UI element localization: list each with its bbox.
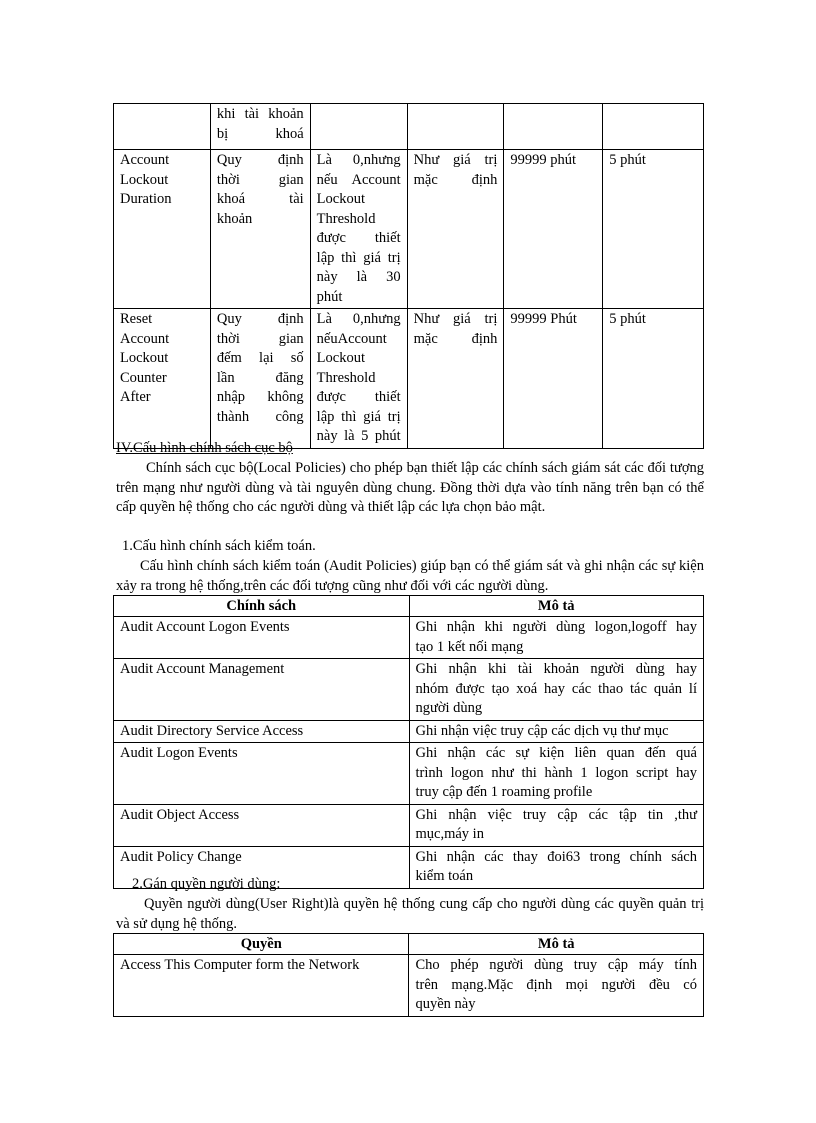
default-value-cell-line: Lockout	[316, 191, 365, 207]
setting-description-cell-line: Quy định	[216, 152, 304, 168]
default-value-cell-line: này là 5 phút	[316, 428, 401, 444]
setting-name-cell	[114, 150, 211, 309]
setting-description-cell-line: bị khoá	[216, 125, 304, 142]
lockout-policy-table	[113, 103, 704, 449]
policy-name-cell: Audit Account Logon Events	[114, 617, 410, 659]
table-row	[114, 720, 704, 743]
table-row	[114, 743, 704, 805]
policy-description-cell-line: người dùng	[415, 700, 483, 716]
setting-description-cell-line: khi tài khoản	[216, 106, 304, 122]
subheading-user-rights: 2.Gán quyền người dùng:	[132, 876, 281, 892]
dc-default-cell-line: Như giá trị	[413, 311, 498, 327]
policy-description-cell-line: Ghi nhận các sự kiện liên quan đến quá	[415, 745, 697, 761]
policy-name-cell: Audit Policy Change	[114, 846, 410, 888]
table-row	[114, 150, 704, 309]
table-row	[114, 804, 704, 846]
dc-default-cell	[407, 150, 504, 309]
policy-description-cell	[409, 804, 704, 846]
default-value-cell-line: lập thì giá trị	[316, 408, 401, 425]
default-value-cell-line: Lockout	[316, 350, 365, 366]
dc-default-cell-line: mặc định	[413, 330, 498, 347]
column-header-policy: Chính sách	[114, 596, 410, 617]
column-header-description: Mô tả	[409, 596, 704, 617]
default-value-cell-line: được thiết	[316, 230, 401, 246]
right-name-cell: Access This Computer form the Network	[114, 955, 409, 1017]
user-rights-table	[113, 933, 704, 1017]
setting-name-cell	[114, 309, 211, 449]
table-header-row	[114, 934, 704, 955]
recommended-value-cell	[603, 309, 704, 449]
setting-description-cell-line: thời gian	[216, 171, 304, 188]
dc-default-cell-line: mặc định	[413, 171, 498, 188]
policy-description-cell	[409, 720, 704, 743]
default-value-cell-line: phút	[316, 288, 343, 305]
setting-name-cell-line: Counter	[120, 369, 167, 386]
max-value-cell	[504, 309, 603, 449]
default-value-cell	[310, 309, 407, 449]
policy-name-cell: Audit Logon Events	[114, 743, 410, 805]
default-value-cell	[310, 104, 407, 150]
setting-description-cell	[210, 309, 310, 449]
table-row	[114, 309, 704, 449]
policy-description-cell-line: Ghi nhận khi tài khoản người dùng hay	[415, 661, 697, 677]
column-header-right: Quyền	[114, 934, 409, 955]
policy-name-cell: Audit Account Management	[114, 659, 410, 721]
policy-description-cell-line: Ghi nhận các thay đoi63 trong chính sách	[415, 848, 697, 865]
default-value-cell-line: lập thì giá trị	[316, 249, 401, 266]
policy-description-cell-line: Ghi nhận khi người dùng logon,logoff hay	[415, 619, 697, 635]
setting-description-cell	[210, 104, 310, 150]
policy-description-cell-line: trình logon như thi hành 1 logon script hay	[415, 764, 697, 781]
dc-default-cell	[407, 104, 504, 150]
default-value-cell-line: này là 30	[316, 269, 401, 285]
setting-name-cell-line: Account	[120, 152, 170, 168]
setting-name-cell-line: Duration	[120, 191, 172, 207]
table-row	[114, 617, 704, 659]
max-value-cell	[504, 150, 603, 309]
table-row	[114, 955, 704, 1017]
setting-description-cell-line: khoản	[216, 210, 253, 227]
right-description-cell-line: quyền này	[415, 996, 476, 1012]
max-value-cell	[504, 104, 603, 150]
audit-table-body	[114, 617, 704, 889]
setting-description-cell-line: thời gian	[216, 330, 304, 347]
policy-description-cell-line: truy cập đến 1 roaming profile	[415, 784, 593, 800]
policy-description-cell	[409, 659, 704, 721]
policy-description-cell-line: Ghi nhận việc truy cập các dịch vụ thư mục	[415, 722, 669, 739]
setting-name-cell-line: After	[120, 389, 151, 405]
setting-description-cell	[210, 150, 310, 309]
setting-name-cell	[114, 104, 211, 150]
policy-description-cell-line: Ghi nhận việc truy cập các tập tin ,thư	[415, 806, 697, 823]
setting-name-cell-line: Reset	[120, 311, 153, 327]
right-description-cell-line: trên mạng.Mặc định mọi người đều có	[415, 976, 697, 993]
default-value-cell-line: Là 0,nhưng	[316, 152, 401, 168]
policy-description-cell	[409, 743, 704, 805]
max-value-cell-line: 99999 Phút	[510, 311, 577, 327]
setting-description-cell-line: đếm lại số	[216, 350, 304, 366]
policy-description-cell	[409, 617, 704, 659]
default-value-cell-line: nếu Account	[316, 171, 401, 188]
setting-name-cell-line: Lockout	[120, 350, 169, 366]
policy-description-cell-line: nhóm được tạo xoá hay các thao tác quản lí	[415, 680, 697, 697]
recommended-value-cell-line: 5 phút	[609, 152, 646, 168]
default-value-cell-line: Threshold	[316, 210, 376, 227]
recommended-value-cell	[603, 150, 704, 309]
default-value-cell-line: được thiết	[316, 389, 401, 405]
default-value-cell	[310, 150, 407, 309]
recommended-value-cell	[603, 104, 704, 150]
setting-description-cell-line: lần đăng	[216, 369, 304, 386]
setting-description-cell-line: khoá tài	[216, 191, 304, 207]
dc-default-cell-line: Như giá trị	[413, 152, 498, 168]
policy-description-cell-line: kiểm toán	[415, 868, 474, 884]
dc-default-cell	[407, 309, 504, 449]
setting-name-cell-line: Account	[120, 330, 170, 347]
right-description-cell	[409, 955, 704, 1017]
table-row	[114, 659, 704, 721]
column-header-description: Mô tả	[409, 934, 704, 955]
section-heading: IV.Cấu hình chính sách cục bộ	[116, 440, 293, 456]
audit-paragraph: Cấu hình chính sách kiểm toán (Audit Policies) giúp bạn có thể giám sát và ghi nhận các sự kiện xảy ra trong hệ thống,trên các đối tượng cũng như đối với các người dùng.	[116, 558, 704, 594]
setting-description-cell-line: thành công	[216, 408, 304, 425]
max-value-cell-line: 99999 phút	[510, 152, 577, 168]
lockout-table-body	[114, 104, 704, 449]
audit-policy-table	[113, 595, 704, 889]
default-value-cell-line: Threshold	[316, 369, 376, 386]
default-value-cell-line: Là 0,nhưng	[316, 311, 401, 327]
setting-name-cell-line: Lockout	[120, 171, 169, 188]
policy-name-cell: Audit Directory Service Access	[114, 720, 410, 743]
policy-description-cell-line: tạo 1 kết nối mạng	[415, 638, 524, 655]
table-header-row	[114, 596, 704, 617]
setting-description-cell-line: Quy định	[216, 311, 304, 327]
section-intro-paragraph: Chính sách cục bộ(Local Policies) cho phép bạn thiết lập các chính sách giám sát các đối tượng trên mạng như người dùng và tài nguyên dùng chung. Đồng thời dựa vào tính năng trên bạn có thể cấp quyền hệ thống cho các người dùng và thiết lập các lựa chọn bảo mật.	[116, 460, 704, 515]
table-row	[114, 104, 704, 150]
policy-name-cell: Audit Object Access	[114, 804, 410, 846]
subheading-audit: 1.Cấu hình chính sách kiểm toán.	[122, 538, 316, 554]
recommended-value-cell-line: 5 phút	[609, 311, 646, 327]
default-value-cell-line: nếuAccount	[316, 330, 387, 347]
user-rights-paragraph: Quyền người dùng(User Right)là quyền hệ thống cung cấp cho người dùng các quyền quản trị và sử dụng hệ thống.	[116, 896, 704, 932]
policy-description-cell-line: mục,máy in	[415, 826, 484, 842]
rights-table-body	[114, 955, 704, 1017]
right-description-cell-line: Cho phép người dùng truy cập máy tính	[415, 957, 697, 973]
setting-description-cell-line: nhập không	[216, 389, 304, 405]
